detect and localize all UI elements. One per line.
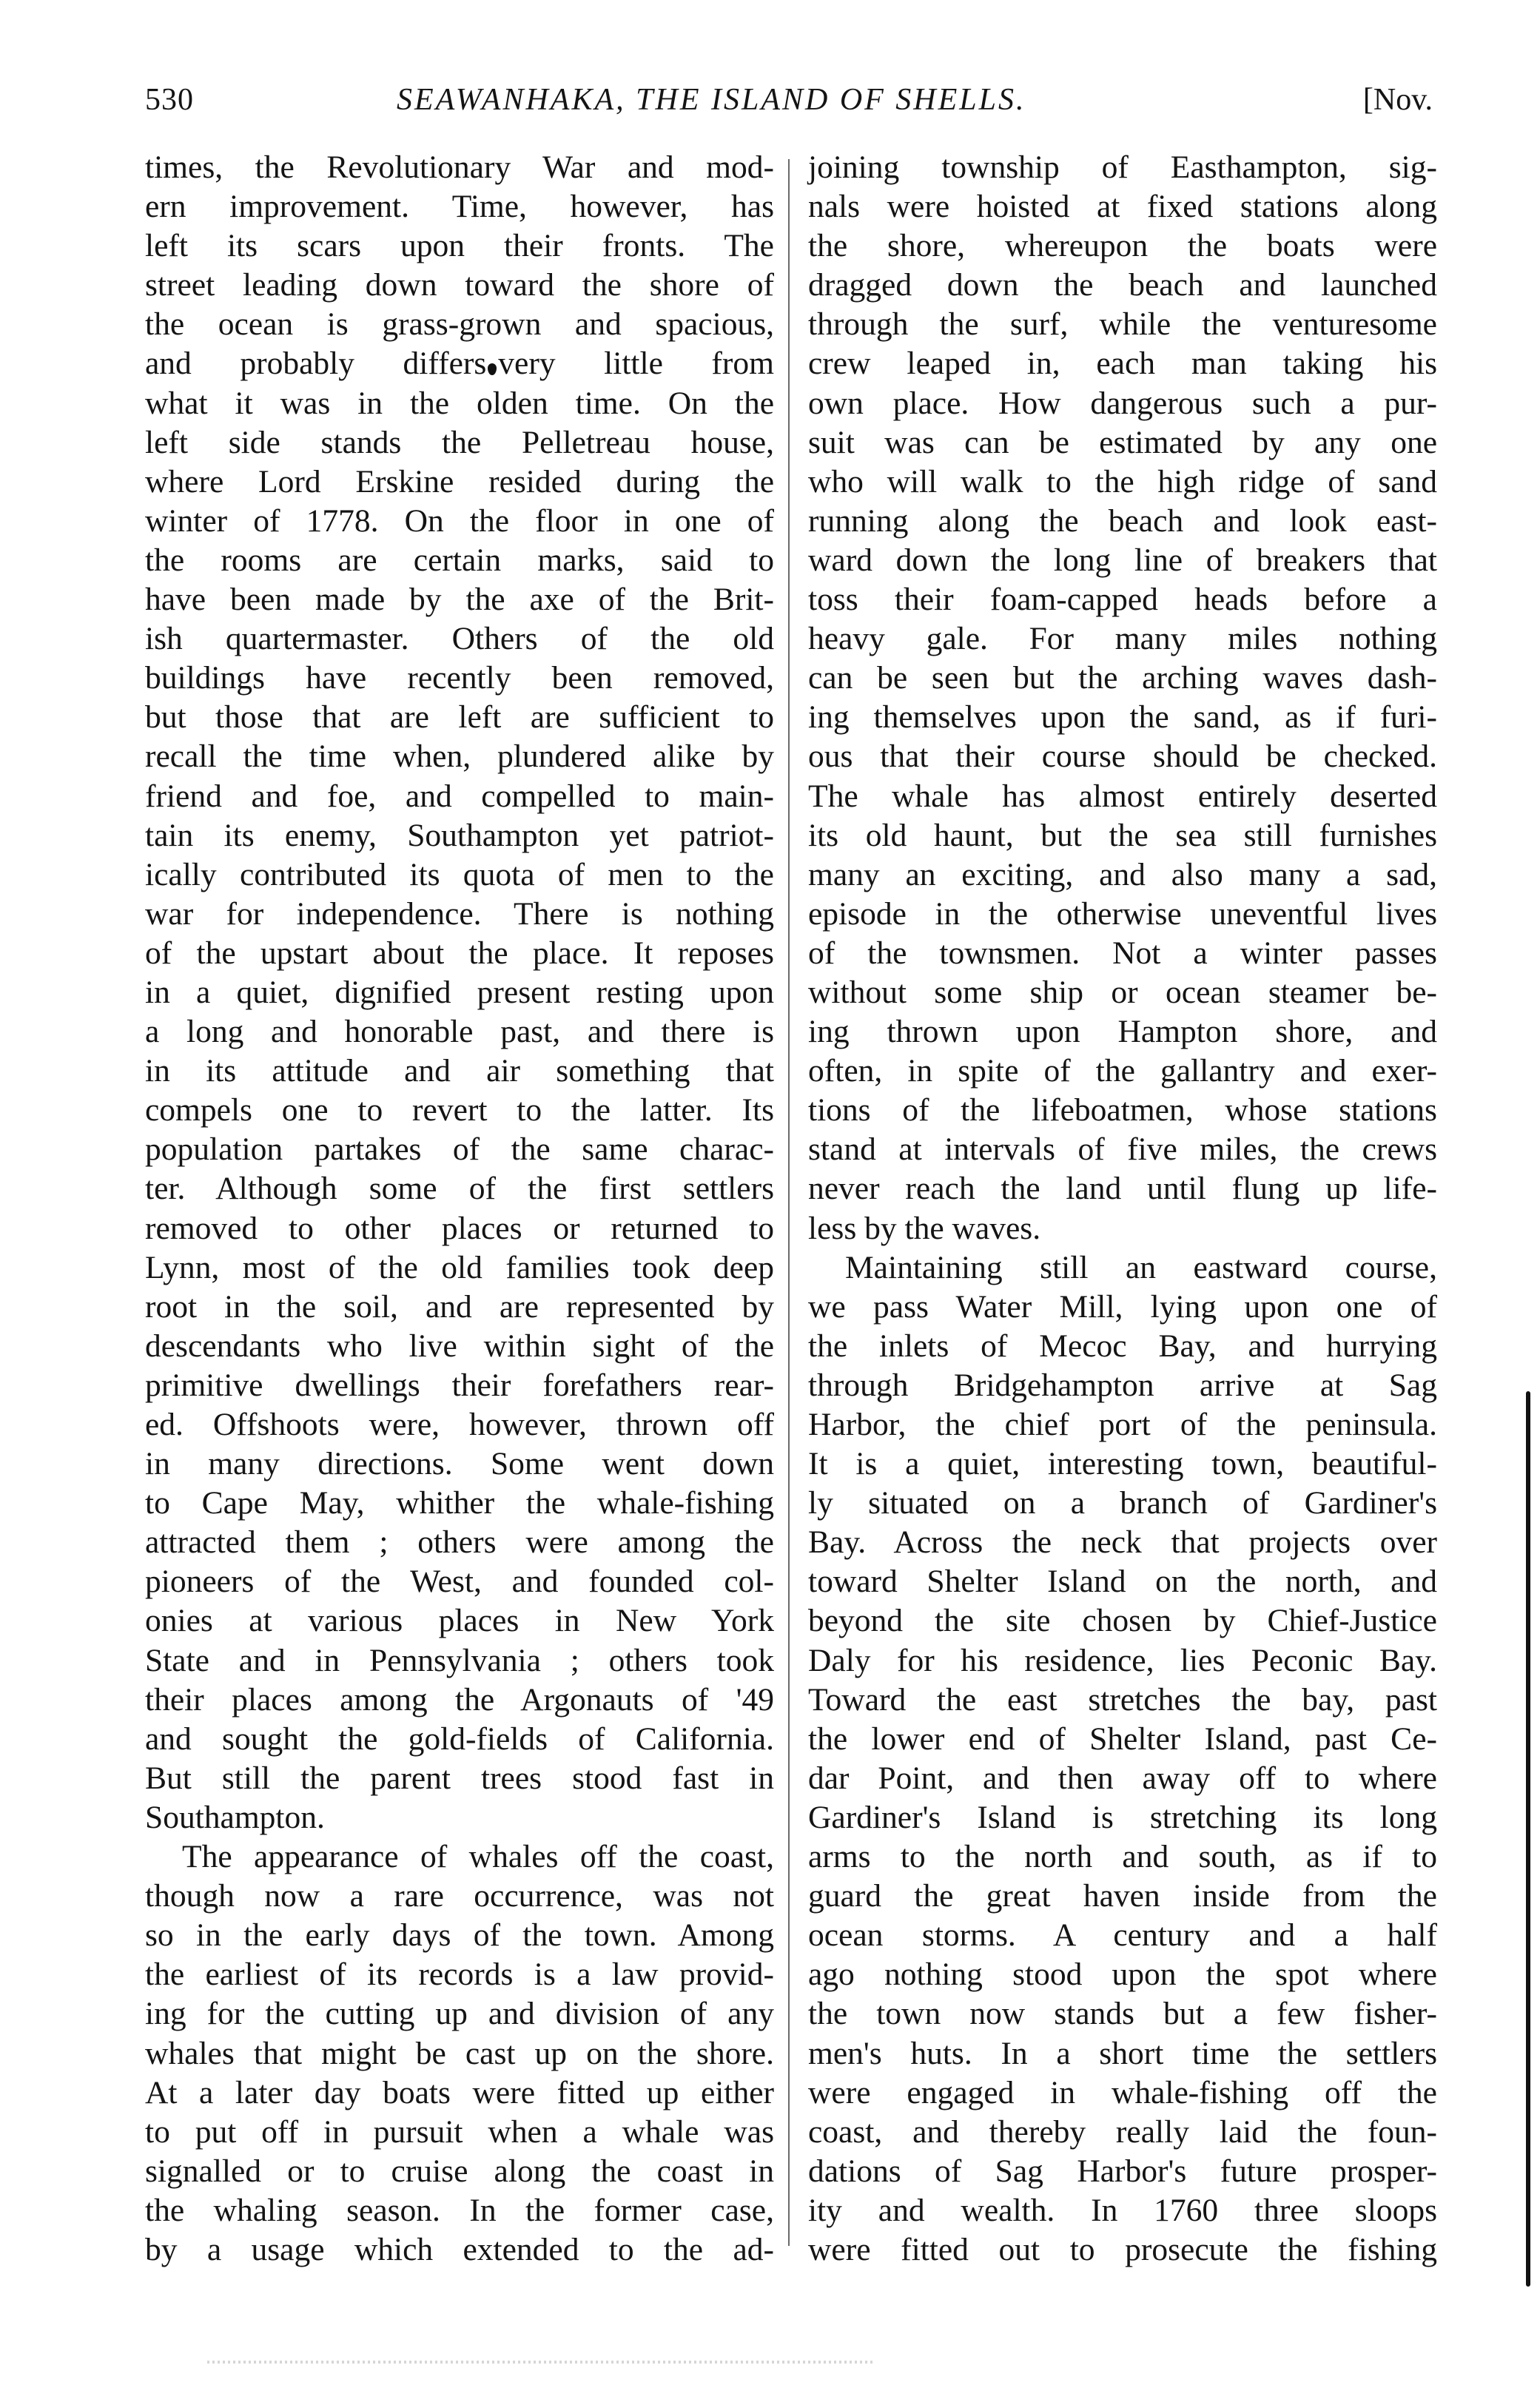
text-line: through the surf, while the venturesome — [808, 306, 1437, 343]
text-line: have been made by the axe of the Brit- — [145, 582, 774, 618]
text-line: own place. How dangerous such a pur- — [808, 385, 1437, 421]
ink-blot-icon — [488, 363, 497, 375]
text-line: a long and honorable past, and there is — [145, 1014, 774, 1050]
text-line: the whaling season. In the former case, — [145, 2192, 774, 2228]
text-line: suit was can be estimated by any one — [808, 424, 1437, 460]
text-line: so in the early days of the town. Among — [145, 1917, 774, 1954]
text-line: where Lord Erskine resided during the — [145, 463, 774, 500]
text-line: by a usage which extended to the ad- — [145, 2231, 774, 2267]
text-line: dragged down the beach and launched — [808, 267, 1437, 303]
text-line: population partakes of the same charac- — [145, 1131, 774, 1168]
text-line: ter. Although some of the first settlers — [145, 1171, 774, 1207]
text-line: its old haunt, but the sea still furnishes — [808, 817, 1437, 853]
text-line: tions of the lifeboatmen, whose stations — [808, 1092, 1437, 1128]
text-line: tain its enemy, Southampton yet patriot- — [145, 817, 774, 853]
page-number: 530 — [145, 83, 194, 117]
text-line: ocean storms. A century and a half — [808, 1917, 1437, 1954]
text-line: ity and wealth. In 1760 three sloops — [808, 2192, 1437, 2228]
text-line: without some ship or ocean steamer be- — [808, 974, 1437, 1010]
text-line: Lynn, most of the old families took deep — [145, 1249, 774, 1285]
text-line: onies at various places in New York — [145, 1603, 774, 1639]
text-line: the inlets of Mecoc Bay, and hurrying — [808, 1328, 1437, 1364]
text-line: the shore, whereupon the boats were — [808, 228, 1437, 264]
text-line: coast, and thereby really laid the foun- — [808, 2113, 1437, 2150]
text-line: toward Shelter Island on the north, and — [808, 1564, 1437, 1600]
text-line: what it was in the olden time. On the — [145, 385, 774, 421]
running-head — [145, 78, 1433, 122]
text-line: Harbor, the chief port of the peninsula. — [808, 1407, 1437, 1442]
text-line: ish quartermaster. Others of the old — [145, 621, 774, 657]
paragraph-end-line: Southampton. — [145, 1799, 325, 1835]
text-line: stand at intervals of five miles, the crews — [808, 1131, 1437, 1168]
text-fragment: very little from — [498, 346, 774, 382]
text-line: through Bridgehampton arrive at Sag — [808, 1367, 1437, 1403]
text-line: State and in Pennsylvania ; others took — [145, 1642, 774, 1678]
text-line: root in the soil, and are represented by — [145, 1288, 774, 1325]
paragraph-start-line: The appearance of whales off the coast, — [182, 1839, 774, 1875]
text-line: ly situated on a branch of Gardiner's — [808, 1485, 1437, 1521]
text-line: heavy gale. For many miles nothing — [808, 621, 1437, 657]
text-line: winter of 1778. On the floor in one of — [145, 502, 774, 539]
text-line: to put off in pursuit when a whale was — [145, 2113, 774, 2150]
text-line: ward down the long line of breakers that — [808, 542, 1437, 578]
text-line: the ocean is grass-grown and spacious, — [145, 306, 774, 343]
text-line: many an exciting, and also many a sad, — [808, 856, 1437, 892]
text-line: Daly for his residence, lies Peconic Bay. — [808, 1642, 1437, 1678]
text-line: the earliest of its records is a law provid- — [145, 1957, 774, 1993]
scan-artifact — [207, 2361, 873, 2364]
text-line: we pass Water Mill, lying upon one of — [808, 1288, 1437, 1325]
text-line: of the upstart about the place. It reposes — [145, 935, 774, 971]
text-line: can be seen but the arching waves dash- — [808, 660, 1437, 696]
text-line: left side stands the Pelletreau house, — [145, 424, 774, 460]
text-line: beyond the site chosen by Chief-Justice — [808, 1603, 1437, 1639]
text-line: to Cape May, whither the whale-fishing — [145, 1485, 774, 1521]
text-fragment: and probably differs — [145, 346, 487, 382]
text-line: joining township of Easthampton, sig- — [808, 149, 1437, 185]
text-line: attracted them ; others were among the — [145, 1524, 774, 1561]
text-line: were fitted out to prosecute the fishing — [808, 2231, 1437, 2267]
text-line: the rooms are certain marks, said to — [145, 542, 774, 578]
text-line: war for independence. There is nothing — [145, 895, 774, 932]
text-line: It is a quiet, interesting town, beautiful- — [808, 1446, 1437, 1482]
text-line: their places among the Argonauts of '49 — [145, 1681, 774, 1718]
column-divider — [788, 159, 790, 2246]
text-line: recall the time when, plundered alike by — [145, 739, 774, 775]
issue-month: [Nov. — [1362, 83, 1433, 117]
text-line: whales that might be cast up on the shore. — [145, 2035, 774, 2071]
text-line: ern improvement. Time, however, has — [145, 189, 774, 225]
text-line: the town now stands but a few fisher- — [808, 1996, 1437, 2032]
text-line: Gardiner's Island is stretching its long — [808, 1799, 1437, 1835]
text-line: were engaged in whale-fishing off the — [808, 2074, 1437, 2110]
text-line: who will walk to the high ridge of sand — [808, 463, 1437, 500]
text-line: street leading down toward the shore of — [145, 267, 774, 303]
text-line: and sought the gold-fields of California. — [145, 1720, 774, 1757]
text-line: ing for the cutting up and division of any — [145, 1996, 774, 2032]
text-line: though now a rare occurrence, was not — [145, 1878, 774, 1914]
text-line: ed. Offshoots were, however, thrown off — [145, 1407, 774, 1442]
text-line: ing thrown upon Hampton shore, and — [808, 1014, 1437, 1050]
text-line: friend and foe, and compelled to main- — [145, 778, 774, 814]
text-line: running along the beach and look east- — [808, 502, 1437, 539]
text-line: ing themselves upon the sand, as if furi- — [808, 699, 1437, 736]
running-title: SEAWANHAKA, THE ISLAND OF SHELLS. — [397, 83, 1026, 117]
text-line: but those that are left are sufficient to — [145, 699, 774, 736]
text-line: Bay. Across the neck that projects over — [808, 1524, 1437, 1561]
paragraph-start-line: Maintaining still an eastward course, — [845, 1249, 1437, 1285]
text-line: ago nothing stood upon the spot where — [808, 1957, 1437, 1993]
text-line: in a quiet, dignified present resting upon — [145, 974, 774, 1010]
text-line: left its scars upon their fronts. The — [145, 228, 774, 264]
left-column — [145, 148, 774, 2270]
text-line: buildings have recently been removed, — [145, 660, 774, 696]
text-line: never reach the land until flung up life- — [808, 1171, 1437, 1207]
text-line: toss their foam-capped heads before a — [808, 582, 1437, 618]
text-line: removed to other places or returned to — [145, 1210, 774, 1246]
page-edge-shadow — [1526, 1391, 1530, 2287]
text-line: signalled or to cruise along the coast in — [145, 2153, 774, 2189]
text-line: times, the Revolutionary War and mod- — [145, 149, 774, 185]
text-line: arms to the north and south, as if to — [808, 1839, 1437, 1875]
text-line: episode in the otherwise uneventful lives — [808, 895, 1437, 932]
text-line: often, in spite of the gallantry and exer- — [808, 1053, 1437, 1089]
text-line: dations of Sag Harbor's future prosper- — [808, 2153, 1437, 2189]
text-line: compels one to revert to the latter. Its — [145, 1092, 774, 1128]
text-line: ically contributed its quota of men to the — [145, 856, 774, 892]
text-line: Toward the east stretches the bay, past — [808, 1681, 1437, 1718]
text-line: in many directions. Some went down — [145, 1446, 774, 1482]
text-line: dar Point, and then away off to where — [808, 1760, 1437, 1796]
text-line: But still the parent trees stood fast in — [145, 1760, 774, 1796]
paragraph-end-line: less by the waves. — [808, 1210, 1041, 1246]
text-line: guard the great haven inside from the — [808, 1878, 1437, 1914]
right-column — [808, 148, 1437, 2270]
text-line: descendants who live within sight of the — [145, 1328, 774, 1364]
text-line: ous that their course should be checked. — [808, 739, 1437, 775]
text-line-with-ink-blot — [145, 344, 774, 383]
text-line: of the townsmen. Not a winter passes — [808, 935, 1437, 971]
text-line: nals were hoisted at fixed stations along — [808, 189, 1437, 225]
text-line: The whale has almost entirely deserted — [808, 778, 1437, 814]
text-line: crew leaped in, each man taking his — [808, 346, 1437, 382]
text-line: pioneers of the West, and founded col- — [145, 1564, 774, 1600]
text-line: the lower end of Shelter Island, past Ce- — [808, 1720, 1437, 1757]
text-line: primitive dwellings their forefathers rear- — [145, 1367, 774, 1403]
text-line: At a later day boats were fitted up either — [145, 2074, 774, 2110]
text-line: men's huts. In a short time the settlers — [808, 2035, 1437, 2071]
text-line: in its attitude and air something that — [145, 1053, 774, 1089]
